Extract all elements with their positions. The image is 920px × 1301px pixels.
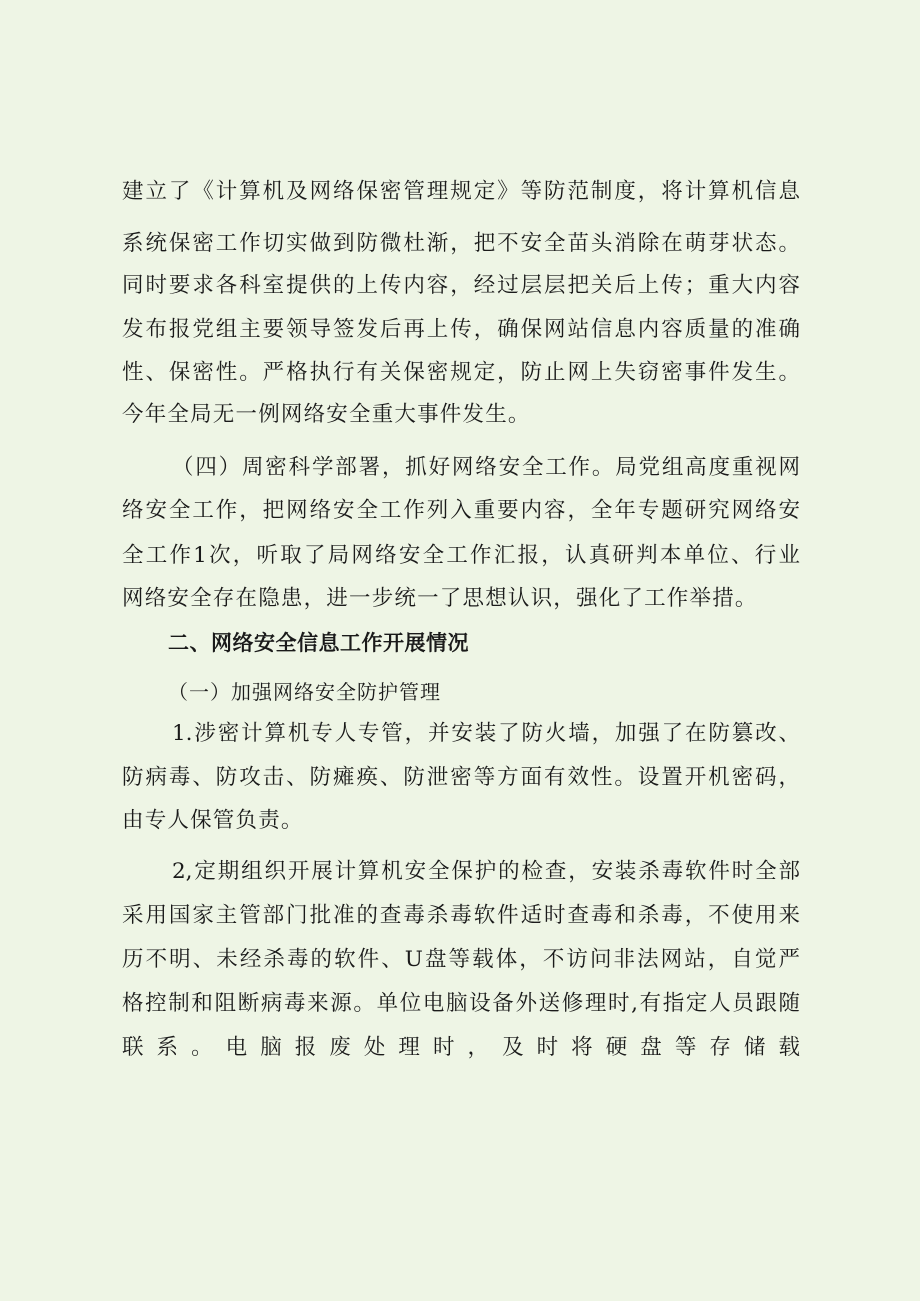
- subsection-heading: （一）加强网络安全防护管理: [168, 680, 441, 704]
- item-1-line-2: 防病毒、防攻击、防瘫痪、防泄密等方面有效性。设置开机密码，: [122, 765, 800, 790]
- paragraph-1-line-5: 性、保密性。严格执行有关保密规定，防止网上失窃密事件发生。: [122, 360, 800, 385]
- item-2-line-2: 采用国家主管部门批准的查毒杀毒软件适时查毒和杀毒，不使用来: [122, 903, 800, 928]
- section-heading: 二、网络安全信息工作开展情况: [168, 631, 469, 655]
- paragraph-1-line-1: 建立了《计算机及网络保密管理规定》等防范制度，将计算机信息: [122, 179, 800, 204]
- paragraph-1-line-2: 系统保密工作切实做到防微杜渐，把不安全苗头消除在萌芽状态。: [122, 231, 800, 256]
- item-2-line-3: 历不明、未经杀毒的软件、U盘等载体，不访问非法网站，自觉严: [122, 947, 800, 972]
- paragraph-1-line-6: 今年全局无一例网络安全重大事件发生。: [122, 402, 531, 427]
- item-1-line-1: 1.涉密计算机专人专管，并安装了防火墙，加强了在防篡改、: [172, 721, 800, 746]
- paragraph-2-line-3: 全工作1次，听取了局网络安全工作汇报，认真研判本单位、行业: [122, 543, 800, 568]
- item-2-line-4: 格控制和阻断病毒来源。单位电脑设备外送修理时,有指定人员跟随: [122, 991, 800, 1016]
- paragraph-2-line-2: 络安全工作，把网络安全工作列入重要内容，全年专题研究网络安: [122, 498, 800, 523]
- item-2-line-1: 2,定期组织开展计算机安全保护的检查，安装杀毒软件时全部: [172, 859, 800, 884]
- item-2-line-5: 联系。电脑报废处理时，及时将硬盘等存储载: [122, 1035, 800, 1060]
- item-1-line-3: 由专人保管负责。: [122, 808, 304, 833]
- paragraph-2-line-4: 网络安全存在隐患，进一步统一了思想认识，强化了工作举措。: [122, 586, 758, 611]
- paragraph-1-line-3: 同时要求各科室提供的上传内容，经过层层把关后上传；重大内容: [122, 273, 800, 298]
- paragraph-1-line-4: 发布报党组主要领导签发后再上传，确保网站信息内容质量的准确: [122, 317, 800, 342]
- paragraph-2-line-1: （四）周密科学部署，抓好网络安全工作。局党组高度重视网: [172, 455, 800, 480]
